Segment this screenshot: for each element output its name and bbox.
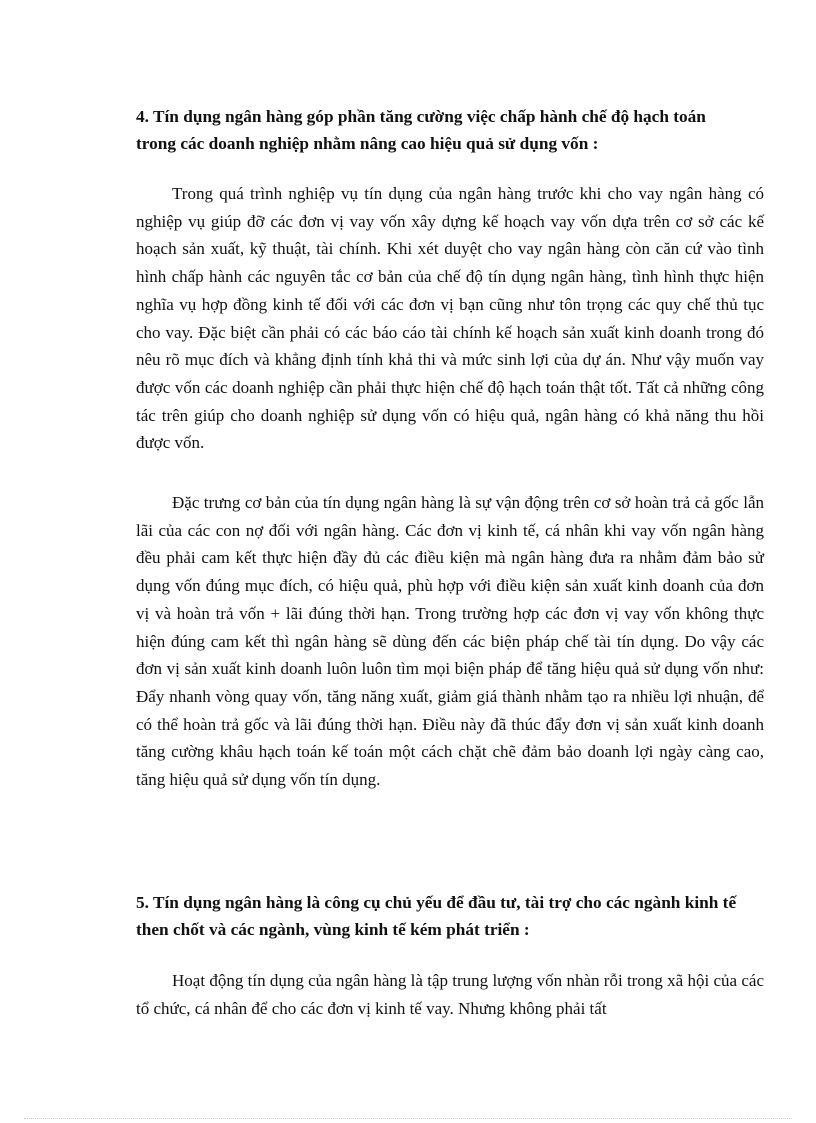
section-4-paragraph-1: Trong quá trình nghiệp vụ tín dụng của ngân hàng trước khi cho vay ngân hàng có nghiệp vụ giúp đỡ các đơn vị vay vốn xây dựng kế hoạch vay vốn dựa trên cơ sở các kế hoạch sản xuất, kỹ thuật, tài chính. Khi xét duyệt cho vay ngân hàng còn căn cứ vào tình hình chấp hành các nguyên tắc cơ bản của chế độ tín dụng ngân hàng, tình hình thực hiện nghĩa vụ hợp đồng kinh tế đối với các đơn vị bạn cũng như tôn trọng các quy chế thủ tục cho vay. Đặc biệt cần phải có các báo cáo tài chính kế hoạch sản xuất kinh doanh trong đó nêu rõ mục đích và khẳng định tính khả thi và mức sinh lợi của dự án. Như vậy muốn vay được vốn các doanh nghiệp cần phải thực hiện chế độ hạch toán thật tốt. Tất cả những công tác trên giúp cho doanh nghiệp sử dụng vốn có hiệu quả, ngân hàng có khả năng thu hồi được vốn.	[136, 184, 764, 453]
section-5-heading: 5. Tín dụng ngân hàng là công cụ chủ yếu để đầu tư, tài trợ cho các ngành kinh tế then chốt và các ngành, vùng kinh tế kém phát triển :	[136, 893, 737, 939]
section-4-paragraph-2: Đặc trưng cơ bản của tín dụng ngân hàng là sự vận động trên cơ sở hoàn trả cả gốc lẫn lãi của các con nợ đối với ngân hàng. Các đơn vị kinh tế, cá nhân khi vay vốn ngân hàng đều phải cam kết thực hiện đầy đủ các điều kiện mà ngân hàng đưa ra nhằm đảm bảo sử dụng vốn đúng mục đích, có hiệu quả, phù hợp với điều kiện sản xuất kinh doanh của đơn vị và hoàn trả vốn + lãi đúng thời hạn. Trong trường hợp các đơn vị vay vốn không thực hiện đúng cam kết thì ngân hàng sẽ dùng đến các biện pháp chế tài tín dụng. Do vậy các đơn vị sản xuất kinh doanh luôn luôn tìm mọi biện pháp để tăng hiệu quả sử dụng vốn như: Đẩy nhanh vòng quay vốn, tăng năng xuất, giảm giá thành nhằm tạo ra nhiều lợi nhuận, để có thể hoàn trả gốc và lãi đúng thời hạn. Điều này đã thúc đẩy đơn vị sản xuất kinh doanh tăng cường khâu hạch toán kế toán một cách chặt chẽ đảm bảo doanh lợi ngày càng cao, tăng hiệu quả sử dụng vốn tín dụng.	[136, 493, 764, 790]
page-bottom-divider	[24, 1118, 792, 1119]
section-5-paragraph-1: Hoạt động tín dụng của ngân hàng là tập trung lượng vốn nhàn rỗi trong xã hội của các tổ chức, cá nhân để cho các đơn vị kinh tế vay. Nhưng không phải tất	[136, 971, 764, 1018]
section-4-heading: 4. Tín dụng ngân hàng góp phần tăng cường việc chấp hành chế độ hạch toán trong các doanh nghiệp nhằm nâng cao hiệu quả sử dụng vốn :	[136, 107, 706, 153]
